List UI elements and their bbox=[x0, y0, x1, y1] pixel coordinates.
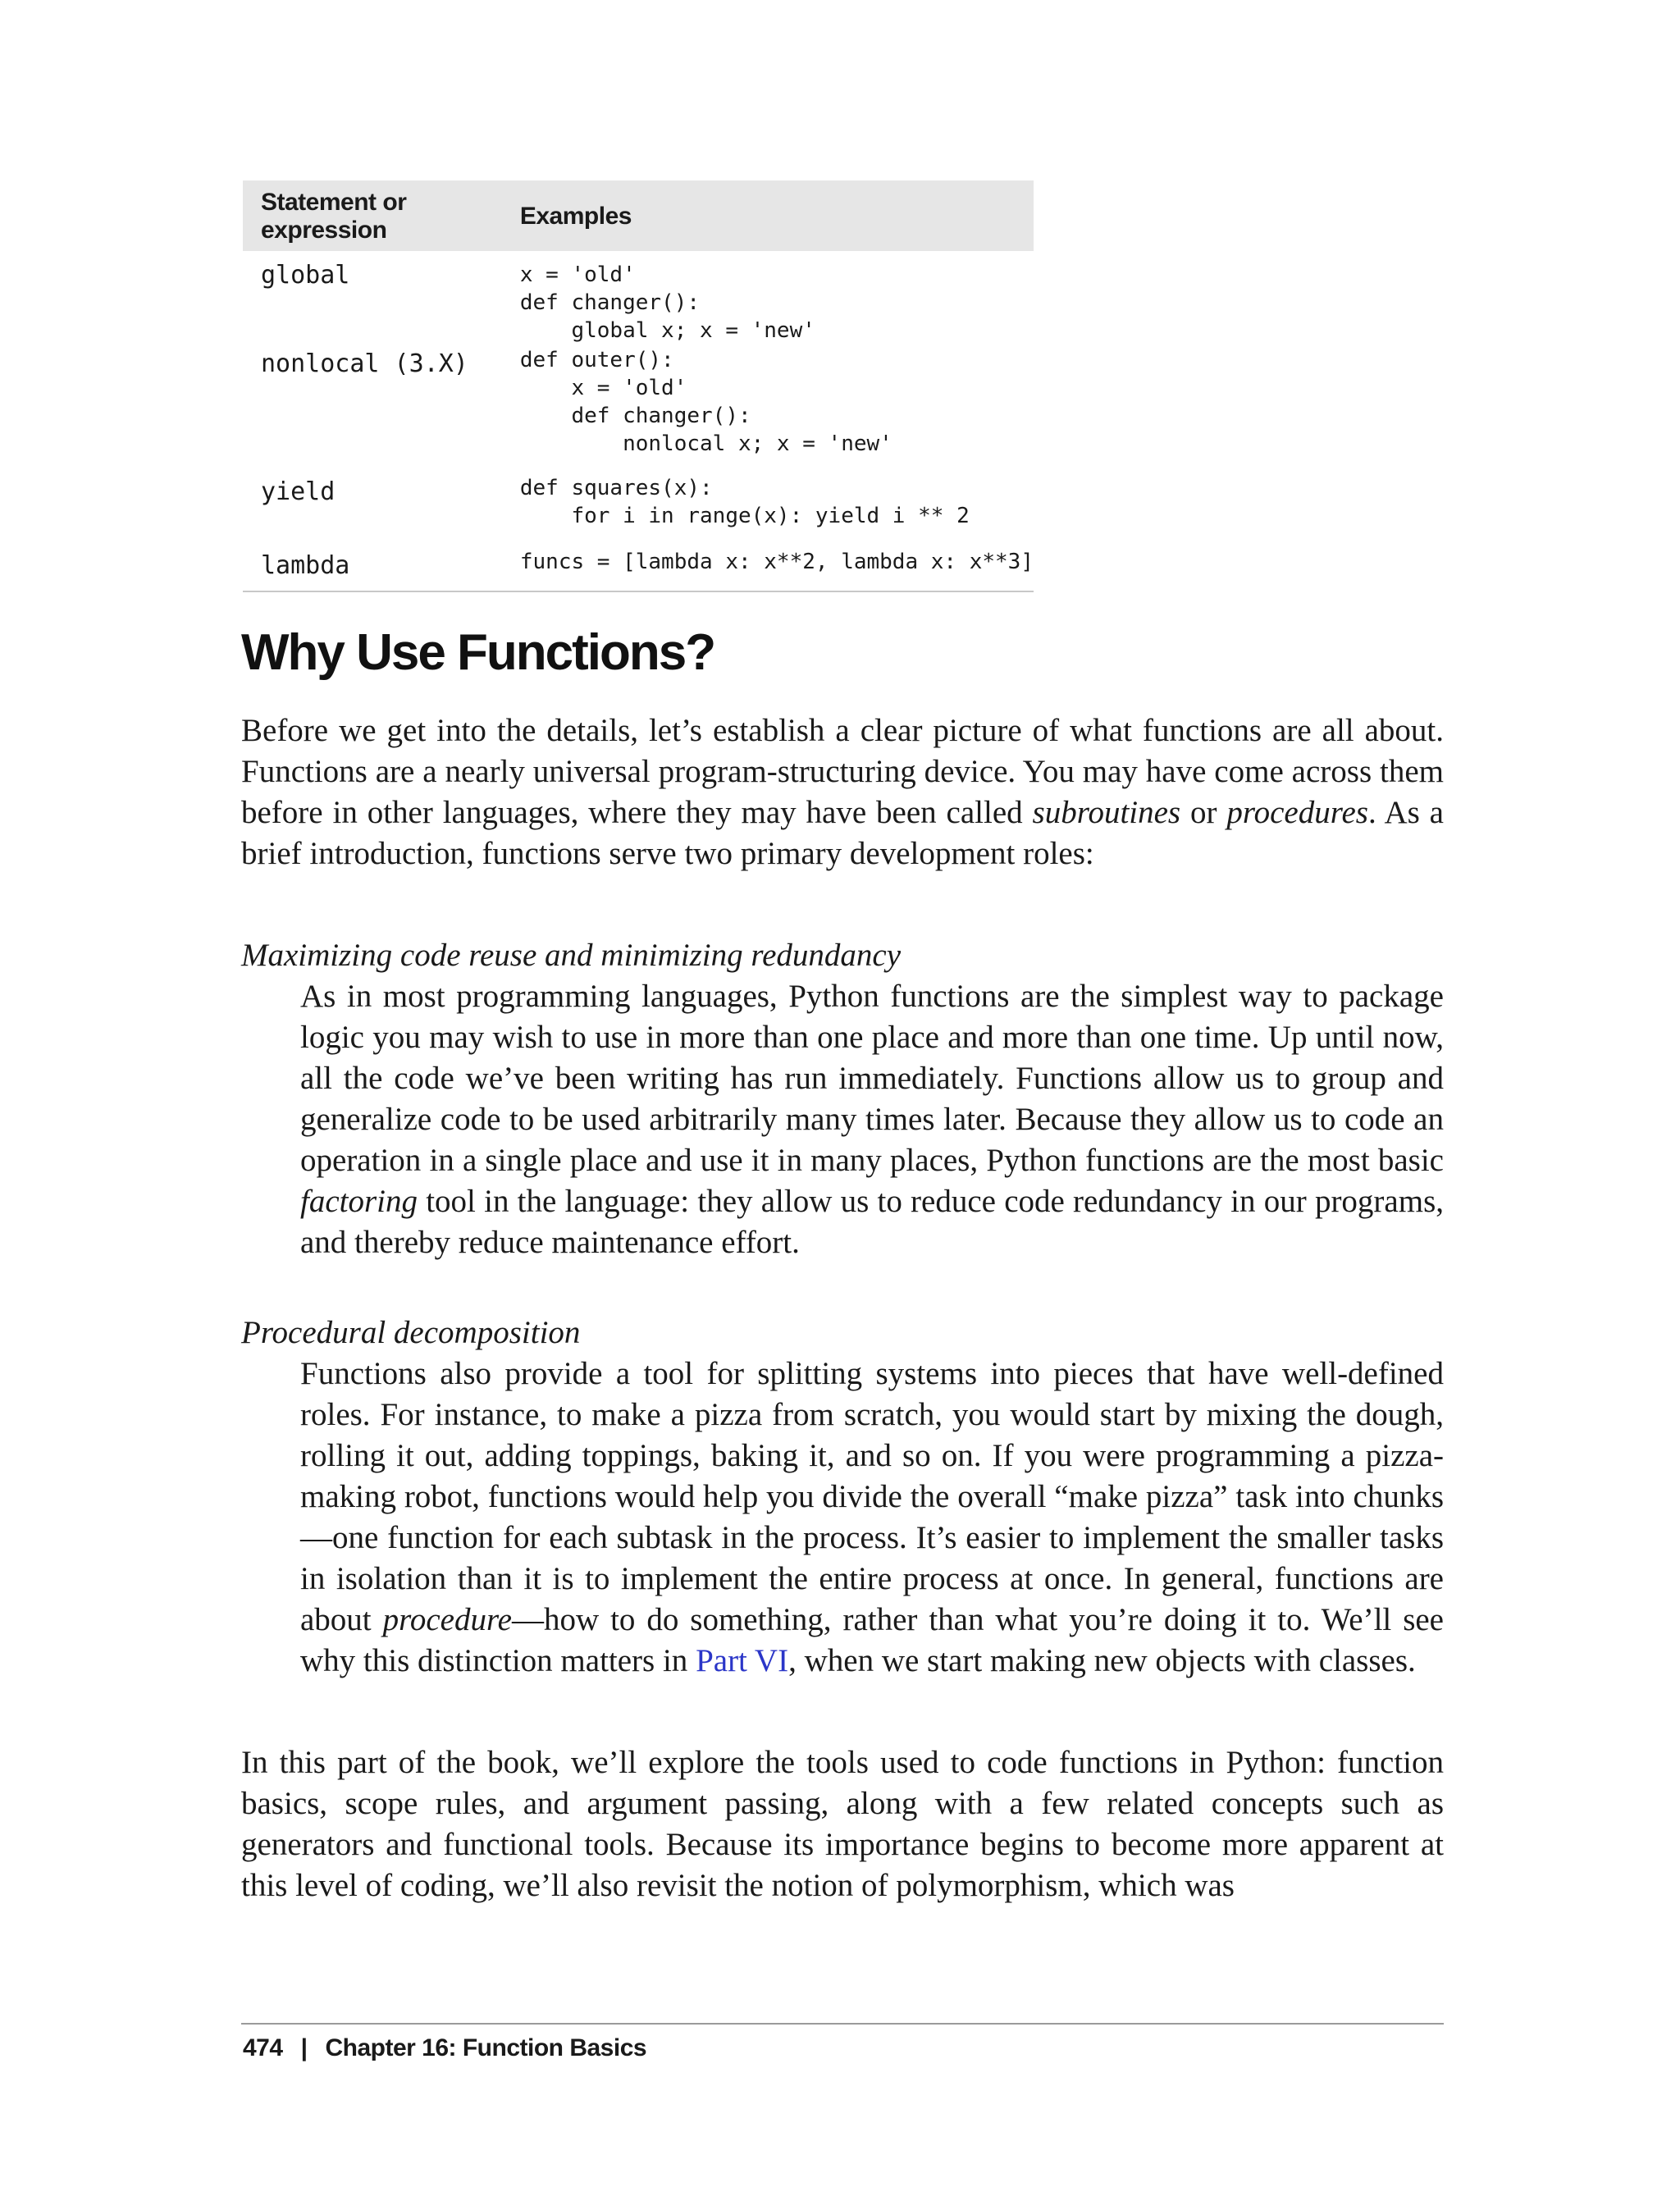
chapter-title: Chapter 16: Function Basics bbox=[325, 2034, 647, 2061]
definition-term: Maximizing code reuse and minimizing redundancy bbox=[241, 938, 902, 973]
emphasis-term: subroutines bbox=[1032, 795, 1181, 830]
column-header-statement: Statement or expression bbox=[261, 189, 407, 244]
text-run: , when we start making new objects with classes. bbox=[788, 1643, 1416, 1678]
text-run: or bbox=[1180, 795, 1227, 830]
table-row bbox=[243, 251, 1034, 346]
definition-body bbox=[300, 1354, 1444, 1682]
emphasis-term: procedures bbox=[1226, 795, 1368, 830]
table-row bbox=[243, 346, 1034, 474]
statement-name: lambda bbox=[243, 548, 517, 591]
definition-body bbox=[300, 976, 1444, 1263]
emphasis-term: procedure bbox=[382, 1602, 512, 1637]
text-run: As in most programming languages, Python functions are the simplest way to package logic you may wish to use in more than one place and more than one time. Up until now, all the code we’ve been writing has run immediately. Functions allow us to group and generalize code to be used arbitrarily many times later. Because they allow us to code an operation in a single place and use it in many places, Python functions are the most basic bbox=[300, 979, 1444, 1178]
code-example: def squares(x): for i in range(x): yield i ** 2 bbox=[519, 476, 970, 528]
section-heading: Why Use Functions? bbox=[241, 624, 715, 681]
statements-table bbox=[243, 180, 1034, 592]
footer-divider bbox=[241, 2023, 1444, 2025]
closing-paragraph: In this part of the book, we’ll explore the tools used to code functions in Python: function basics, scope rules, and argument passing, along with a few related concepts such as generators and functional tools. Because its importance begins to become more apparent at this level of coding, we’ll also revisit the notion of polymorphism, which was bbox=[241, 1745, 1444, 1903]
text-run: —how to do something, rather than what you’re doing it to. We’ll see why this distinction matters in bbox=[300, 1602, 1444, 1678]
text-run: Functions also provide a tool for splitting systems into pieces that have well-defined roles. For instance, to make a pizza from scratch, you would start by mixing the dough, rolling it out, adding toppings, baking it, and so on. If you were programming a pizza-making robot, functions would help you divide the overall “make pizza” task into chunks—one function for each subtask in the process. It’s easier to implement the smaller tasks in isolation than it is to implement the entire process at once. In general, functions are about bbox=[300, 1356, 1444, 1637]
code-example: funcs = [lambda x: x**2, lambda x: x**3] bbox=[519, 550, 1034, 574]
table-row bbox=[243, 548, 1034, 591]
page-number: 474 bbox=[243, 2034, 283, 2061]
code-example: x = 'old' def changer(): global x; x = 'new' bbox=[519, 262, 815, 343]
page-footer bbox=[243, 2034, 646, 2062]
text-run: tool in the language: they allow us to reduce code redundancy in our programs, and thereby reduce maintenance effort. bbox=[300, 1184, 1444, 1260]
part-vi-link[interactable]: Part VI bbox=[696, 1643, 789, 1678]
text-run: Before we get into the details, let’s establish a clear picture of what functions are all about. Functions are a nearly universal program-structuring device. You may have come across them before in other languages, where they may have been called bbox=[241, 713, 1444, 830]
column-header-examples: Examples bbox=[519, 203, 632, 230]
emphasis-term: factoring bbox=[300, 1184, 418, 1219]
statement-name: global bbox=[261, 261, 350, 290]
code-example: def outer(): x = 'old' def changer(): nonlocal x; x = 'new' bbox=[519, 348, 892, 456]
statement-name: nonlocal (3.X) bbox=[261, 349, 468, 378]
definition-term: Procedural decomposition bbox=[241, 1315, 581, 1350]
table-header-row bbox=[243, 180, 1034, 251]
statement-name: yield bbox=[261, 477, 336, 506]
text-run: . As a brief introduction, functions serve two primary development roles: bbox=[241, 795, 1444, 871]
footer-separator: | bbox=[300, 2034, 308, 2061]
table-row bbox=[243, 474, 1034, 548]
intro-paragraph bbox=[241, 710, 1444, 874]
